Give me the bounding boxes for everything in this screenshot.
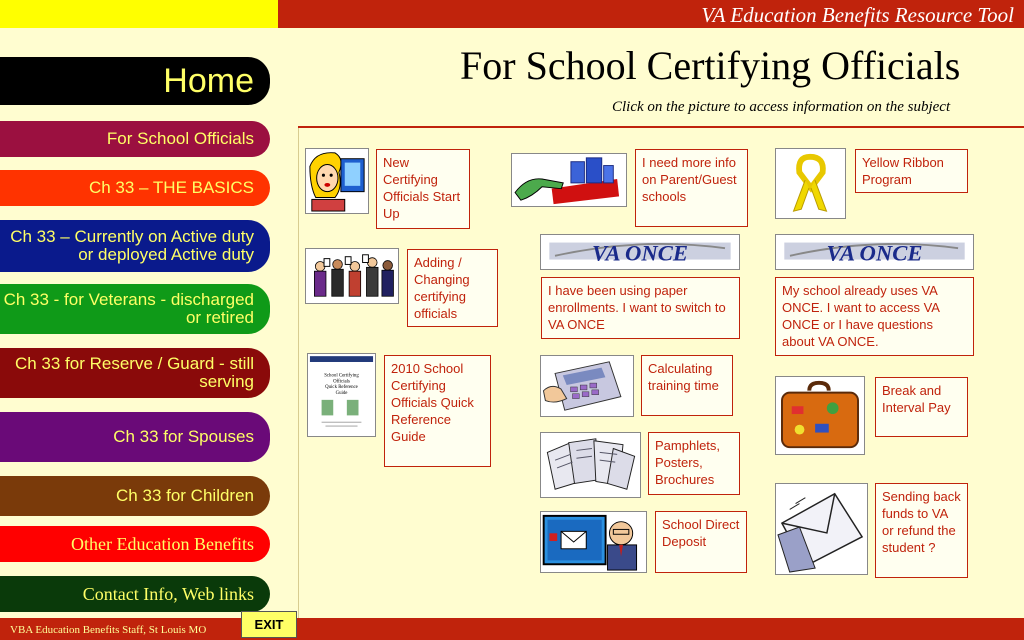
card-direct-deposit[interactable]: School Direct Deposit	[655, 511, 747, 573]
buildings-hand-icon[interactable]	[511, 153, 627, 207]
va-once-logo-text: VA ONCE	[826, 240, 923, 266]
header-divider	[298, 126, 1024, 128]
reference-guide-cover-icon[interactable]	[307, 353, 376, 437]
nav-label: For School Officials	[106, 129, 254, 148]
cartoon-woman-icon[interactable]	[305, 148, 369, 214]
footer-staff-text: VBA Education Benefits Staff, St Louis MO	[10, 624, 207, 636]
nav-contact-info[interactable]	[0, 576, 270, 612]
card-paper-enrollments[interactable]: I have been using paper enrollments. I want to switch to VA ONCE	[541, 277, 740, 339]
exit-button[interactable]: EXIT	[241, 611, 297, 638]
card-break-pay[interactable]: Break and Interval Pay	[875, 377, 968, 437]
nav-ch33-reserve-guard[interactable]	[0, 348, 270, 398]
guide-cover-line3: Quick Reference	[325, 385, 358, 391]
nav-ch33-children[interactable]	[0, 476, 270, 516]
nav-ch33-veterans[interactable]	[0, 284, 270, 334]
page-subtitle: Click on the picture to access information on the subject	[612, 99, 951, 115]
nav-ch33-spouses[interactable]	[0, 412, 270, 462]
card-new-officials[interactable]: New Certifying Officials Start Up	[376, 149, 470, 229]
yellow-ribbon-icon[interactable]	[775, 148, 846, 219]
nav-home-button[interactable]	[0, 57, 270, 105]
guide-cover-line1: School Certifying	[324, 373, 359, 379]
suitcase-icon[interactable]	[775, 376, 865, 455]
card-training-time[interactable]: Calculating training time	[641, 355, 733, 416]
nav-label: Contact Info, Web links	[82, 584, 254, 604]
group-people-icon[interactable]	[305, 248, 399, 304]
nav-label: Ch 33 – THE BASICS	[88, 178, 254, 197]
pamphlets-icon[interactable]	[540, 432, 641, 498]
nav-label: Ch 33 for Children	[116, 486, 254, 505]
card-reference-guide[interactable]: 2010 School Certifying Officials Quick Reference Guide	[384, 355, 491, 467]
sidebar-divider	[298, 128, 299, 618]
page-title: For School Certifying Officials	[460, 43, 961, 88]
top-bar-accent	[0, 0, 278, 28]
direct-deposit-computer-icon[interactable]	[540, 511, 647, 573]
card-sending-funds[interactable]: Sending back funds to VA or refund the student ?	[875, 483, 968, 578]
card-parent-guest[interactable]: I need more info on Parent/Guest schools	[635, 149, 748, 227]
card-adding-officials[interactable]: Adding / Changing certifying officials	[407, 249, 498, 327]
nav-label: Ch 33 - for Veterans - discharged or retired	[3, 290, 254, 327]
calculator-icon[interactable]	[540, 355, 634, 417]
nav-ch33-basics[interactable]	[0, 170, 270, 206]
envelope-mail-icon[interactable]	[775, 483, 868, 575]
nav-other-benefits[interactable]	[0, 526, 270, 562]
card-yellow-ribbon[interactable]: Yellow Ribbon Program	[855, 149, 968, 193]
nav-label: Ch 33 for Spouses	[113, 427, 254, 446]
card-already-va-once[interactable]: My school already uses VA ONCE. I want to access VA ONCE or I have questions about VA ONCE.	[775, 277, 974, 356]
nav-home-label: Home	[163, 62, 254, 100]
nav-ch33-active-duty[interactable]	[0, 220, 270, 272]
nav-label: Ch 33 – Currently on Active duty or deployed Active duty	[10, 227, 254, 264]
tool-title: VA Education Benefits Resource Tool	[701, 3, 1014, 27]
guide-cover-line4: Guide	[335, 391, 348, 397]
card-pamphlets[interactable]: Pamphlets, Posters, Brochures	[648, 432, 740, 495]
nav-school-officials[interactable]	[0, 121, 270, 157]
nav-label: Ch 33 for Reserve / Guard - still serving	[14, 354, 254, 391]
nav-label: Other Education Benefits	[71, 534, 254, 554]
va-once-logo-icon[interactable]	[540, 234, 740, 270]
guide-cover-line2: Officials	[333, 379, 350, 385]
va-once-logo-text: VA ONCE	[592, 240, 688, 266]
va-once-logo-icon-2[interactable]	[775, 234, 974, 270]
